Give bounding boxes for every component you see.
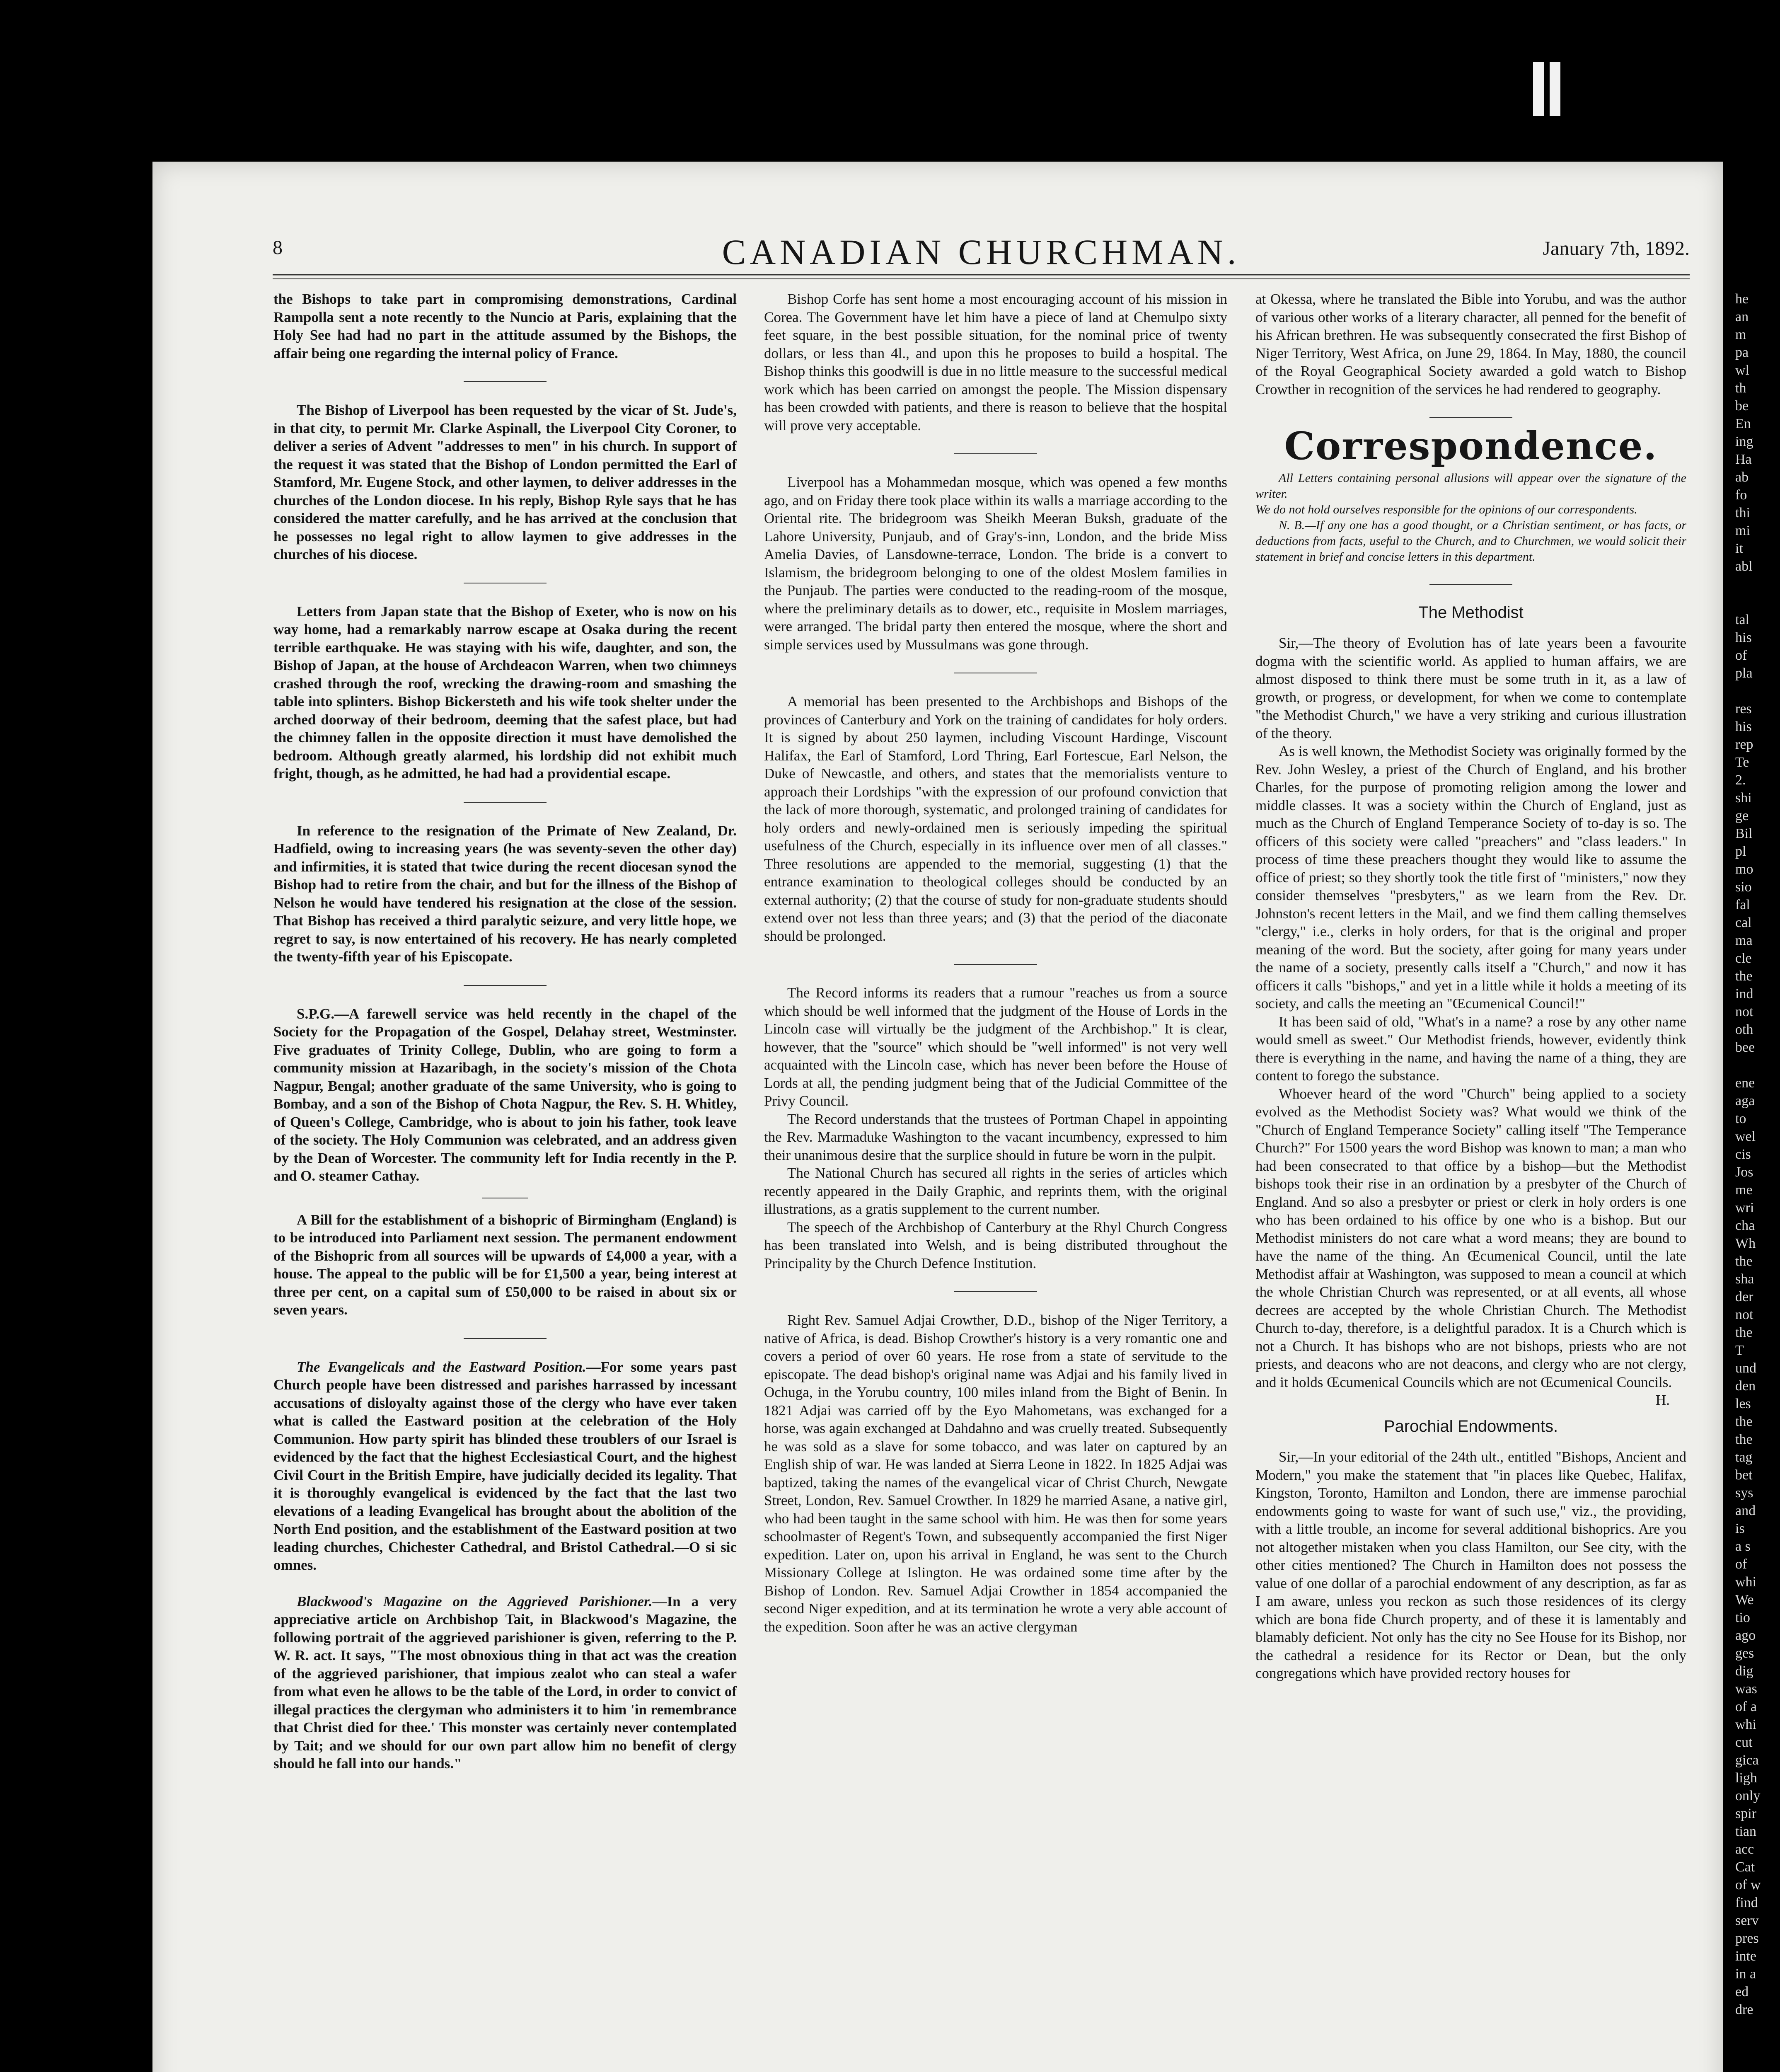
edge-fragment: mi	[1735, 523, 1750, 538]
article-text: S.P.G.—A farewell service was held recently in the chapel of the Society for the Propagation of the Gospel, Delahay street, Westminster. Five graduates of Trinity College, Dublin, who are going to form a community mission at Hazaribagh, in the society's mission of the Chota Nagpur, Bengal; another graduate of the same University, who is going to Bombay, and a son of the Bishop of Chota Nagpur, the Rev. S. H. Whitley, of Queen's College, Cambridge, who is about to join his father, took leave of the society. The Holy Communion was celebrated, and an address given by the Dean of Worcester. The community left for India recently in the P. and O. steamer Cathay.	[273, 1005, 737, 1184]
edge-fragment: aga	[1735, 1093, 1755, 1109]
edge-fragment: tio	[1735, 1610, 1750, 1625]
column-1	[273, 290, 737, 2072]
article-body: —In a very appreciative article on Archbishop Tait, in Blackwood's Magazine, the following portrait of the aggrieved parishioner is given, referring to the P. W. R. act. It says, "The most obnoxious thing in that act was the creation of the aggrieved parishioner, that impious zealot who can steal a wafer from what even he allows to be the table of the Lord, in order to convict of illegal practices the clergyman who administers it to him 'in remembrance that Christ died for thee.' This monster was certainly never contemplated by Tait; and we should for our own part allow him no benefit of clergy should he fall into our hands."	[273, 1593, 737, 1772]
edge-fragment: of w	[1735, 1877, 1761, 1893]
edge-fragment: ab	[1735, 470, 1749, 485]
edge-fragment: ma	[1735, 933, 1753, 948]
edge-fragment: ges	[1735, 1646, 1754, 1661]
edge-fragment: the	[1735, 1325, 1753, 1340]
edge-fragment: dre	[1735, 2002, 1753, 2017]
edge-fragment: an	[1735, 309, 1749, 324]
divider	[464, 985, 547, 986]
edge-fragment: find	[1735, 1895, 1758, 1910]
edge-fragment: mo	[1735, 862, 1753, 877]
edge-fragment: tal	[1735, 612, 1749, 627]
article-text: at Okessa, where he translated the Bible into Yorubu, and was the author of various other works of a literary character, all penned for the benefit of his African brethren. He was subsequently consecrated the first Bishop of Niger Territory, West Africa, on June 29, 1864. In May, 1880, the council of the Royal Geographical Society awarded a gold watch to Bishop Crowther in recognition of the services he had rendered to geography.	[1255, 291, 1686, 397]
edge-fragment: th	[1735, 380, 1746, 396]
edge-fragment: Cat	[1735, 1859, 1755, 1875]
correspondence-notice: We do not hold ourselves responsible for the opinions of our correspondents.	[1255, 502, 1637, 516]
masthead-title: CANADIAN CHURCHMAN.	[722, 232, 1241, 272]
divider	[464, 802, 547, 803]
letter-text: Whoever heard of the word "Church" being applied to a society evolved as the Methodist Society was? What would we think of the "Church of England Temperance Society" calling itself "The Temperance Church?" For 1500 years the word Bishop was known to man; a man who had been consecrated to that office by a bishop—but the Methodist bishops took their rise in an ordination by a presbyter of the Church of England. And so also a presbyter or priest or clerk in holy orders is one who has been ordained to his office by one who is a bishop. But our Methodist ministers do not care what a word means; they are bound to have the name of the thing. An Œcumenical Council, until the late Methodist affair at Washington, was supposed to mean a council at which the whole Christian Church was represented, or at all events, all whose decrees are accepted by the whole Christian Church. The Methodist Church to-day, therefore, is a delightful paradox. It is a Church which is not a Church. It has bishops who are not bishops, priests who are not priests, and deacons who are not deacons, and clergy who are not clergy, and it holds Œcumenical Councils which are not Œcumenical Councils.	[1255, 1085, 1686, 1390]
article-text: The Record informs its readers that a rumour "reaches us from a source which should be well informed that the judgment of the House of Lords in the Lincoln case will virtually be the judgment of the Archbishop." It is clear, however, that the "source" which should be "well informed" is not very well acquainted with the Lincoln case, which has never been before the House of Lords at all, the pending judgment being that of the Judicial Committee of the Privy Council.	[764, 985, 1227, 1109]
correspondence-notice: N. B.—If any one has a good thought, or a Christian sentiment, or has facts, or deductions from facts, useful to the Church, and to Churchmen, we would solicit their statement in brief and concise letters in this department.	[1255, 518, 1686, 564]
edge-fragment	[1735, 1056, 1780, 1074]
edge-fragment: tian	[1735, 1824, 1756, 1839]
spacer	[273, 1574, 737, 1593]
edge-fragment	[1735, 593, 1780, 611]
article-text: The speech of the Archbishop of Canterbury at the Rhyl Church Congress has been translated into Welsh, and is being distributed throughout the Principality by the Church Defence Institution.	[764, 1219, 1227, 1271]
edge-fragment: the	[1735, 1432, 1753, 1447]
article-text: Liverpool has a Mohammedan mosque, which was opened a few months ago, and on Friday there took place within its walls a marriage according to the Oriental rite. The bridegroom was Sheikh Meeran Buksh, graduate of the Lahore University, Punjaub, and of Gray's-inn, London, and the bride Miss Amelia Davies, of Lansdowne-terrace, London. The bride is a convert to Islamism, the bridegroom belonging to one of the oldest Moslem families in the Punjaub. The parties were conducted to the reading-room of the mosque, where the preliminary details as to dower, etc., requisite in Moslem marriages, were arranged. The bridal party then entered the mosque, where the short and simple services used by Mussulmans was gone through.	[764, 474, 1227, 653]
edge-fragment: bee	[1735, 1040, 1755, 1055]
edge-fragment: is	[1735, 1521, 1745, 1536]
edge-fragment: shi	[1735, 790, 1752, 806]
article-text: A Bill for the establishment of a bishopric of Birmingham (England) is to be introduced into Parliament next session. The permanent endowment of the Bishopric from all sources will be upwards of £4,000 a year, with a house. The appeal to the public will be for £1,500 a year, being interest at three per cent, on a capital sum of £50,000 to be raised in about six or seven years.	[273, 1211, 737, 1318]
edge-fragment: tag	[1735, 1450, 1753, 1465]
issue-date: January 7th, 1892.	[1543, 237, 1690, 259]
letter-title: The Methodist	[1418, 603, 1524, 622]
edge-fragment: thi	[1735, 505, 1750, 520]
edge-fragment: whi	[1735, 1717, 1756, 1732]
edge-fragment: it	[1735, 541, 1743, 556]
edge-fragment: En	[1735, 416, 1751, 431]
edge-fragment: ligh	[1735, 1770, 1757, 1786]
edge-fragment: cle	[1735, 951, 1752, 966]
edge-fragment: der	[1735, 1289, 1753, 1305]
edge-fragment: spir	[1735, 1806, 1756, 1821]
edge-fragment: ago	[1735, 1628, 1756, 1643]
header-rule	[273, 274, 1690, 279]
letter-text: Sir,—In your editorial of the 24th ult., entitled "Bishops, Ancient and Modern," you make the statement that "in places like Quebec, Halifax, Kingston, Toronto, Hamilton and London, there are immense parochial endowments going to waste for want of such use," viz., the providing, with a little trouble, an income for several additional bishoprics. Are you not altogether mistaken when you class Hamilton, our See city, with the other cities mentioned? The Church in Hamilton does not possess the value of one dollar of a parochial endowment of any description, as far as I am aware, unless you reckon as such those residences of its clergy which are bona fide Church property, and of these it is lamentably and blamably deficient. Not only has the city no See House for its Bishop, nor the cathedral a residence for its Rector or Dean, but the only congregations which have provided rectory houses for	[1255, 1449, 1686, 1681]
edge-fragment: the	[1735, 1254, 1753, 1269]
edge-fragment: sys	[1735, 1485, 1753, 1501]
edge-fragment: res	[1735, 701, 1752, 716]
edge-fragment: wel	[1735, 1129, 1756, 1144]
edge-fragment: he	[1735, 291, 1749, 307]
edge-fragment: sha	[1735, 1271, 1754, 1287]
edge-fragment: in a	[1735, 1966, 1756, 1982]
film-frame-mark-top-2	[1550, 62, 1560, 116]
edge-fragment: 2.	[1735, 772, 1746, 788]
page-header	[273, 220, 1690, 272]
divider	[954, 1291, 1037, 1292]
edge-fragment: T	[1735, 1343, 1744, 1358]
edge-fragment: and	[1735, 1503, 1756, 1518]
edge-fragment	[1735, 575, 1780, 593]
article-text: In reference to the resignation of the Primate of New Zealand, Dr. Hadfield, owing to increasing years (he was seventy-seven the other day) and infirmities, it is stated that twice during the recent diocesan synod the Bishop had to retire from the chair, and but for the illness of the Bishop of Nelson he would have tendered his resignation at the close of the session. That Bishop has received a third paralytic seizure, and very little hope, we regret to say, is now entertained of his recovery. He has nearly completed the twenty-fifth year of his Episcopate.	[273, 822, 737, 965]
edge-fragment: les	[1735, 1396, 1751, 1411]
edge-fragment: abl	[1735, 559, 1753, 574]
article-text: A memorial has been presented to the Archbishops and Bishops of the provinces of Canterbury and York on the training of candidates for holy orders. It is signed by about 250 laymen, including Viscount Hardinge, Viscount Halifax, the Earl of Stamford, Lord Thring, Earl Fortescue, Earl Nelson, the Duke of Newcastle, and others, and states that the memorialists venture to approach their Lordships "with the expression of our profound conviction that the lack of more thorough, systematic, and prolonged training of candidates for holy orders and newly-ordained men is seriously impeding the spiritual usefulness of the Church, especially in its influence over men of all classes." Three resolutions are appended to the memorial, suggesting (1) that the entrance examination to theological colleges should be conducted by an external authority; (2) that the course of study for non-graduate students should extend over not less than three years; and (3) that the period of the diaconate should be prolonged.	[764, 693, 1227, 944]
edge-fragment: oth	[1735, 1022, 1753, 1037]
facing-page-edge	[1735, 290, 1780, 2072]
edge-fragment: cha	[1735, 1218, 1755, 1233]
edge-fragment: wl	[1735, 363, 1749, 378]
article-text	[273, 1358, 737, 1574]
edge-fragment: his	[1735, 719, 1752, 734]
edge-fragment: acc	[1735, 1842, 1754, 1857]
edge-fragment: the	[1735, 968, 1753, 984]
edge-fragment: den	[1735, 1378, 1756, 1394]
edge-fragment: of	[1735, 1556, 1747, 1572]
edge-fragment: dig	[1735, 1663, 1753, 1679]
correspondence-notice: All Letters containing personal allusions will appear over the signature of the writer.	[1255, 471, 1686, 501]
edge-fragment: pl	[1735, 844, 1746, 859]
edge-fragment: ed	[1735, 1984, 1749, 1999]
edge-fragment: Te	[1735, 755, 1749, 770]
letter-signature: H.	[1655, 1392, 1670, 1408]
film-frame-mark-top	[1533, 62, 1544, 116]
edge-fragment: serv	[1735, 1913, 1759, 1928]
edge-fragment: cal	[1735, 915, 1752, 930]
article-lead: The Evangelicals and the Eastward Position.	[297, 1358, 586, 1375]
article-text	[273, 1593, 737, 1773]
edge-fragment: m	[1735, 327, 1746, 342]
divider	[464, 381, 547, 382]
edge-fragment: was	[1735, 1681, 1757, 1697]
edge-fragment: Bil	[1735, 826, 1753, 841]
edge-fragment: the	[1735, 1414, 1753, 1429]
edge-fragment: fo	[1735, 487, 1747, 503]
letter-text: Sir,—The theory of Evolution has of late years been a favourite dogma with the scientific world. As applied to human affairs, we are almost disposed to think there must be some truth in it, as a law of growth, or progress, or development, for when we come to contemplate "the Methodist Church," we have a very striking and curious illustration of the theory.	[1255, 635, 1686, 741]
edge-fragment: ene	[1735, 1075, 1755, 1091]
edge-fragment: sio	[1735, 879, 1752, 895]
edge-fragment: not	[1735, 1307, 1753, 1322]
page-number: 8	[273, 237, 283, 259]
article-text: Bishop Corfe has sent home a most encouraging account of his mission in Corea. The Government have let him have a piece of land at Chemulpo sixty feet square, in the best possible situation, for the nominal price of twenty dollars, or less than 4l., and upon this he proposes to build a hospital. The Bishop thinks this goodwill is due in no little measure to the successful medical work which has been carried on amongst the people. The Mission dispensary has been crowded with patients, and there is reason to believe that the hospital will prove very acceptable.	[764, 291, 1227, 433]
edge-fragment: Jos	[1735, 1164, 1753, 1180]
edge-fragment: his	[1735, 630, 1752, 645]
edge-fragment: ind	[1735, 986, 1753, 1002]
column-2	[764, 290, 1227, 2072]
edge-fragment: inte	[1735, 1949, 1756, 1964]
edge-fragment: ing	[1735, 434, 1753, 449]
edge-fragment: to	[1735, 1111, 1746, 1126]
edge-fragment	[1735, 682, 1780, 700]
edge-fragment: fal	[1735, 897, 1750, 913]
divider	[1429, 584, 1512, 585]
edge-fragment: of a	[1735, 1699, 1757, 1714]
edge-fragment: whi	[1735, 1574, 1756, 1590]
edge-fragment: gica	[1735, 1752, 1759, 1768]
edge-fragment: We	[1735, 1592, 1754, 1607]
article-text: The National Church has secured all rights in the series of articles which recently appeared in the Daily Graphic, and reprints them, with the original illustrations, as a gratis supplement to the current number.	[764, 1165, 1227, 1217]
edge-fragment: not	[1735, 1004, 1753, 1019]
edge-fragment: me	[1735, 1182, 1753, 1198]
divider	[954, 453, 1037, 454]
edge-fragment: pa	[1735, 345, 1749, 360]
edge-fragment: rep	[1735, 737, 1753, 752]
edge-fragment: only	[1735, 1788, 1761, 1803]
letter-title: Parochial Endowments.	[1383, 1417, 1558, 1435]
newspaper-page	[152, 162, 1723, 2072]
edge-fragment: ge	[1735, 808, 1749, 823]
article-text: the Bishops to take part in compromising demonstrations, Cardinal Rampolla sent a note recently to the Nuncio at Paris, explaining that the Holy See had had no part in the attitude assumed by the Bishops, the affair being one regarding the internal policy of France.	[273, 291, 737, 361]
edge-fragment: Ha	[1735, 452, 1752, 467]
divider	[954, 964, 1037, 965]
edge-fragment: be	[1735, 398, 1749, 414]
article-text: Right Rev. Samuel Adjai Crowther, D.D., bishop of the Niger Territory, a native of Africa, is dead. Bishop Crowther's history is a very romantic one and covers a period of over 60 years. He rose from a state of servitude to the episcopate. The dead bishop's original name was Adjai and his family lived in Ochuga, in the Yorubu country, 100 miles inland from the Bight of Benin. In 1821 Adjai was carried off by the Eyo Mahometans, was exchanged for a horse, was again exchanged at Dahdahno and was cruelly treated. Subsequently he was sold as a slave for some tobacco, and was later on captured by an English ship of war. He was landed at Sierra Leone in 1822. In 1825 Adjai was baptized, taking the names of the evangelical vicar of Christ Church, Newgate Street, London, Rev. Samuel Crowther. In 1829 he married Asane, a native girl, who had been taught in the same school with him. He was then for some years schoolmaster of Regent's Town, and subsequently accompanied the first Niger expedition. Later on, upon his arrival in England, he was sent to the Church Missionary College at Islington. He was ordained some time after by the Bishop of London. Rev. Samuel Adjai Crowther in 1854 accompanied the second Niger expedition, and at its termination he wrote a very able account of the expedition. Soon after he was an active clergyman	[764, 1312, 1227, 1635]
edge-fragment: of	[1735, 648, 1747, 663]
column-3	[1255, 290, 1686, 2072]
article-body: —For some years past Church people have been distressed and parishes harrassed by incessant accusations of disloyalty against those of the clergy who have ever taken what is called the Eastward position at the celebration of the Holy Communion. How party spirit has blinded these troublers of our Israel is evidenced by the fact that the highest Ecclesiastical Court, and the highest Civil Court in the British Empire, have judicially decided its legality. That it is thoroughly evangelical is evidenced by the fact that the last two elevations of a leading Evangelical has brought about the abolition of the North End position, and the establishment of the Eastward position at two leading churches, Chichester Cathedral, and Bristol Cathedral.—O si sic omnes.	[273, 1358, 737, 1573]
edge-fragment: bet	[1735, 1467, 1753, 1483]
edge-fragment: Wh	[1735, 1236, 1756, 1251]
article-text: The Record understands that the trustees of Portman Chapel in appointing the Rev. Marmaduke Washington to the vacant incumbency, expressed to him their unanimous desire that the surplice should in future be worn in the pulpit.	[764, 1111, 1227, 1163]
edge-fragment: a s	[1735, 1539, 1751, 1554]
edge-fragment: cut	[1735, 1735, 1753, 1750]
edge-fragment: cis	[1735, 1147, 1751, 1162]
letter-text: It has been said of old, "What's in a name? a rose by any other name would smell as sweet." Our Methodist friends, however, evidently think there is everything in the name, and having the name of a thing, they are content to forego the substance.	[1255, 1013, 1686, 1084]
edge-fragment: wri	[1735, 1200, 1754, 1215]
edge-fragment: pres	[1735, 1931, 1759, 1946]
edge-fragment: und	[1735, 1360, 1756, 1376]
article-text: Letters from Japan state that the Bishop of Exeter, who is now on his way home, had a remarkably narrow escape at Osaka during the recent terrible earthquake. He was staying with his wife, daughter, and son, the Bishop of Japan, at the house of Archdeacon Warren, when two chimneys crashed through the roof, wrecking the drawing-room and smashing the table into splinters. Bishop Bickersteth and his wife took shelter under the arched doorway of their bedroom, deeming that the safest place, but had the chimney fallen in the opposite direction it must have demolished the bedroom. Although greatly alarmed, his lordship did not exhibit much fright, though, as he admitted, he had had a providential escape.	[273, 603, 737, 782]
correspondence-heading: Correspondence.	[1284, 424, 1658, 468]
edge-fragment: pla	[1735, 666, 1753, 681]
letter-text: As is well known, the Methodist Society was originally formed by the Rev. John Wesley, a priest of the Church of England, and his brother Charles, for the purpose of promoting religion among the lower and middle classes. It was a society within the Church of England, just as much as the Church of England Temperance Society of to-day is so. The officers of this society were called "preachers" and "class leaders." In process of time these preachers thought they would like to assume the office of priest; so they shortly took the title first of "ministers," now they consider themselves "presbyters," as we learn from the Rev. Dr. Johnston's recent letters in the Mail, and we find them calling themselves "clergy," i.e., clerks in holy orders, for that is the original and proper meaning of the word. But the society, after going for many years under the name of a society, presently calls itself a "Church," and now it has officers it calls "bishops," and yet in a little while it holds a meeting of its society, and calls the meeting an "Œcumenical Council!"	[1255, 743, 1686, 1012]
article-text: The Bishop of Liverpool has been requested by the vicar of St. Jude's, in that city, to permit Mr. Clarke Aspinall, the Liverpool City Coroner, to deliver a series of Advent "addresses to men" in his church. In support of the request it was stated that the Bishop of London permitted the Earl of Stamford, Mr. Eugene Stock, and other laymen, to deliver addresses in the churches of the London diocese. In his reply, Bishop Ryle says that he has considered the matter carefully, and he has arrived at the conclusion that he possesses no legal right to allow laymen to give addresses in the churches of his diocese.	[273, 402, 737, 562]
article-lead: Blackwood's Magazine on the Aggrieved Parishioner.	[297, 1593, 653, 1610]
divider	[464, 1338, 547, 1339]
divider	[1429, 417, 1512, 418]
